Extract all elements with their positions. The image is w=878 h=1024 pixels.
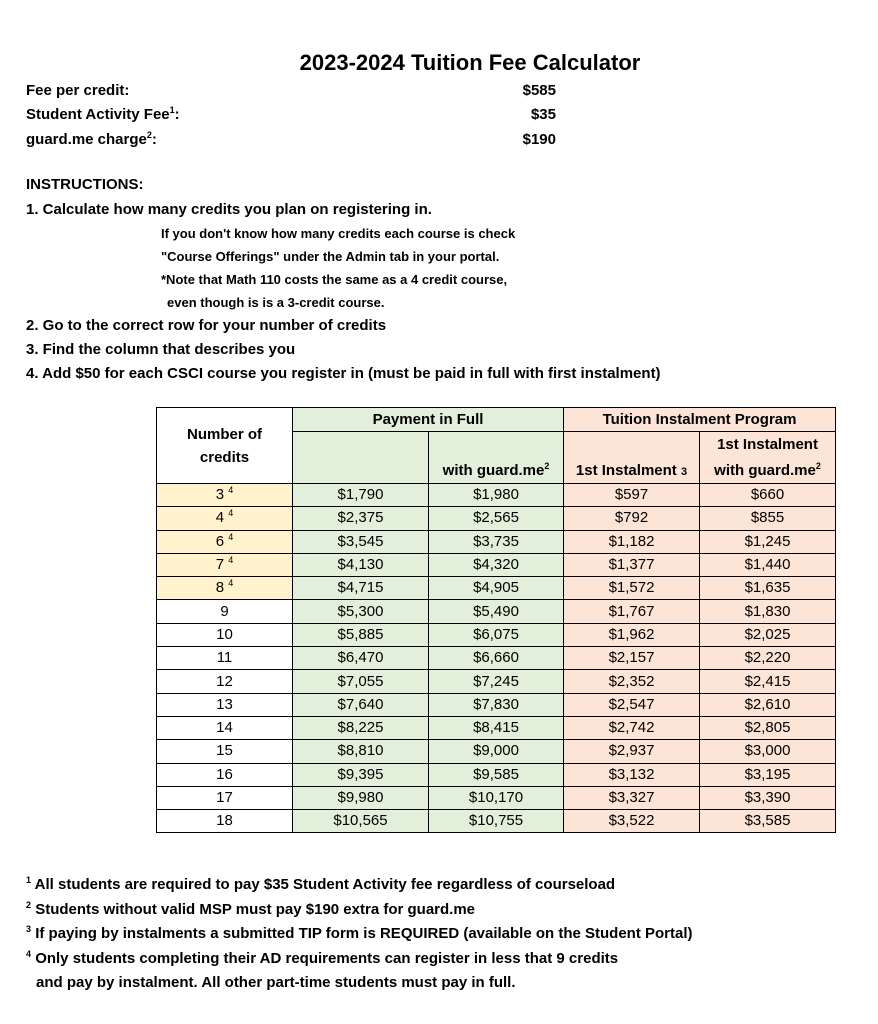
cell-inst: $1,182 [564,530,700,553]
cell-credits: 7 $^4$ [157,553,293,576]
cell-credits: 16 [157,763,293,786]
cell-inst: $2,547 [564,693,700,716]
col-header-full [293,432,429,484]
table-row [157,693,836,716]
cell-inst: $1,572 [564,577,700,600]
table-row [157,484,836,507]
instruction-note: "Course Offerings" under the Admin tab in your portal. [161,249,500,264]
cell-full-guard: $4,320 [429,553,564,576]
cell-credits: 18 [157,810,293,833]
table-row [157,786,836,809]
cell-full: $1,790 [293,484,429,507]
cell-inst-guard: $3,390 [700,786,836,809]
cell-full-guard: $9,000 [429,740,564,763]
cell-credits: 6 $^4$ [157,530,293,553]
table-row [157,553,836,576]
instruction-step-2: 2. Go to the correct row for your number of credits [26,317,387,334]
cell-full: $3,545 [293,530,429,553]
cell-credits: 15 [157,740,293,763]
instruction-note: even though is is a 3-credit course. [167,295,385,310]
page-title: 2023-2024 Tuition Fee Calculator [299,50,641,75]
cell-inst: $3,522 [564,810,700,833]
group-header-tuition-instalment: Tuition Instalment Program [564,408,836,432]
cell-full-guard: $10,755 [429,810,564,833]
cell-full: $8,225 [293,716,429,739]
instruction-step-4: 4. Add $50 for each CSCI course you register in (must be paid in full with first instalment) [26,365,661,382]
instruction-step-1: 1. Calculate how many credits you plan on registering in. [26,201,432,218]
cell-full: $2,375 [293,507,429,530]
cell-credits: 9 [157,600,293,623]
table-row [157,763,836,786]
col-header-inst: 1st Instalment 3 [564,458,700,484]
cell-credits: 8 $^4$ [157,577,293,600]
cell-inst: $792 [564,507,700,530]
footnote-2: $^2$ Students without valid MSP must pay $190 extra for guard.me [26,900,476,918]
cell-full-guard: $7,245 [429,670,564,693]
col-header-full-guard-spacer [429,432,564,458]
cell-full: $6,470 [293,647,429,670]
footnote-1: $^1$ All students are required to pay $35 Student Activity fee regardless of courseload [26,875,616,893]
cell-inst-guard: $2,415 [700,670,836,693]
cell-full-guard: $8,415 [429,716,564,739]
instruction-note: *Note that Math 110 costs the same as a 4 credit course, [161,272,508,287]
footnote-4: $^4$ Only students completing their AD requirements can register in less that 9 credits [26,949,619,967]
cell-inst: $2,937 [564,740,700,763]
cell-inst-guard: $2,220 [700,647,836,670]
table-row [157,740,836,763]
col-header-inst-spacer [564,432,700,458]
cell-full: $4,715 [293,577,429,600]
table-row [157,600,836,623]
cell-credits: 13 [157,693,293,716]
cell-inst-guard: $660 [700,484,836,507]
cell-full-guard: $6,075 [429,623,564,646]
instructions-heading: INSTRUCTIONS: [26,176,144,193]
cell-inst-guard: $1,440 [700,553,836,576]
cell-full-guard: $9,585 [429,763,564,786]
fee-value: $585 [522,82,556,99]
cell-inst-guard: $2,025 [700,623,836,646]
cell-full: $5,885 [293,623,429,646]
cell-inst-guard: $855 [700,507,836,530]
table-row [157,810,836,833]
cell-full: $9,395 [293,763,429,786]
cell-full: $5,300 [293,600,429,623]
footnote-3: $^3$ If paying by instalments a submitted TIP form is REQUIRED (available on the Student Portal) [26,924,693,942]
fee-label: guard.me charge$^2$: [26,130,157,148]
footnote-4-continued: and pay by instalment. All other part-time students must pay in full. [36,974,516,991]
cell-full: $8,810 [293,740,429,763]
cell-credits: 3 $^4$ [157,484,293,507]
fee-label: Fee per credit: [26,82,130,99]
col-header-inst-guard: with $guard.me^2$ [700,458,836,484]
col-header-full-guard: with $guard.me^2$ [429,458,564,484]
cell-inst: $1,962 [564,623,700,646]
fee-value: $190 [522,131,556,148]
cell-full: $4,130 [293,553,429,576]
instruction-step-3: 3. Find the column that describes you [26,341,296,358]
cell-inst: $1,377 [564,553,700,576]
cell-full-guard: $7,830 [429,693,564,716]
cell-credits: 14 [157,716,293,739]
table-row [157,670,836,693]
cell-full: $10,565 [293,810,429,833]
fee-value: $35 [530,106,556,123]
col-header-credits: Number of credits [157,408,293,484]
cell-inst-guard: $2,610 [700,693,836,716]
table-row [157,623,836,646]
cell-full: $7,055 [293,670,429,693]
cell-inst: $2,352 [564,670,700,693]
table-row [157,647,836,670]
cell-credits: 4 $^4$ [157,507,293,530]
cell-credits: 11 [157,647,293,670]
cell-inst: $597 [564,484,700,507]
cell-full-guard: $10,170 [429,786,564,809]
cell-inst-guard: $1,245 [700,530,836,553]
cell-full-guard: $1,980 [429,484,564,507]
cell-inst: $2,742 [564,716,700,739]
cell-inst-guard: $1,635 [700,577,836,600]
cell-inst-guard: $3,195 [700,763,836,786]
cell-credits: 12 [157,670,293,693]
col-header-inst-guard-l1: 1st Instalment [700,432,836,458]
table-row [157,716,836,739]
cell-inst: $3,132 [564,763,700,786]
instruction-note: If you don't know how many credits each course is check [161,226,516,241]
fee-label: Student Activity Fee$^1$: [26,105,180,123]
cell-credits: 17 [157,786,293,809]
cell-full-guard: $6,660 [429,647,564,670]
group-header-payment-in-full: Payment in Full [293,408,564,432]
cell-full: $7,640 [293,693,429,716]
cell-inst: $1,767 [564,600,700,623]
table-row [157,577,836,600]
cell-credits: 10 [157,623,293,646]
cell-inst: $2,157 [564,647,700,670]
cell-inst-guard: $3,000 [700,740,836,763]
cell-full-guard: $2,565 [429,507,564,530]
cell-full-guard: $4,905 [429,577,564,600]
cell-full: $9,980 [293,786,429,809]
table-row [157,507,836,530]
cell-inst: $3,327 [564,786,700,809]
cell-inst-guard: $3,585 [700,810,836,833]
cell-full-guard: $3,735 [429,530,564,553]
tuition-fee-table [156,407,836,833]
cell-inst-guard: $2,805 [700,716,836,739]
cell-inst-guard: $1,830 [700,600,836,623]
table-row [157,530,836,553]
cell-full-guard: $5,490 [429,600,564,623]
